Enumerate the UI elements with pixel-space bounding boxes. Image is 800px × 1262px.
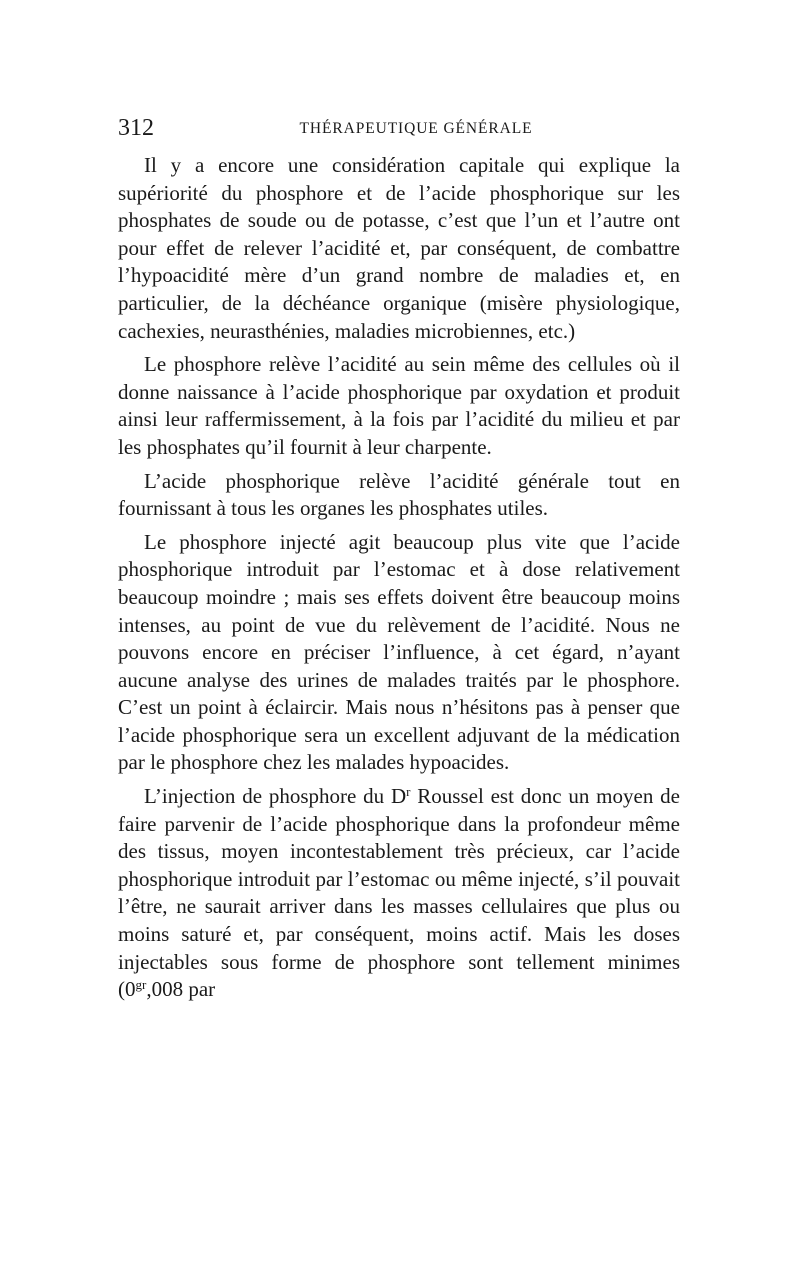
paragraph-5-start: L’injection de phosphore du D <box>144 784 407 809</box>
paragraph-1: Il y a encore une considération capitale qui explique la supériorité du phosphore et de l’acide phosphorique sur les phosphates de soude ou de potasse, c’est que l’un et l’autre ont pour effet de relever l’acidité et, par conséquent, de combattre l’hypoacidité mère d’un grand nombre de maladies et, en particulier, de la déchéance organique (misère physiologique, cachexies, neurasthénies, maladies microbiennes, etc.) <box>118 153 680 343</box>
running-title: THÉRAPEUTIQUE GÉNÉRALE <box>299 120 533 137</box>
paragraph-5-end: ,008 par <box>146 977 216 1002</box>
page-header <box>118 113 680 143</box>
paragraph-3: L’acide phosphorique relève l’acidité générale tout en fournissant à tous les organes les phosphates utiles. <box>118 468 680 521</box>
body-text <box>118 152 680 1004</box>
paragraph-4: Le phosphore injecté agit beaucoup plus vite que l’acide phosphorique introduit par l’estomac et à dose relativement beaucoup moindre ; mais ses effets doivent être beaucoup moins intenses, au point de vue du relèvement de l’acidité. Nous ne pouvons encore en préciser l’influence, à cet égard, n’ayant aucune analyse des urines de malades traités par le phosphore. C’est un point à éclaircir. Mais nous n’hésitons pas à penser que l’acide phosphorique sera un excellent adjuvant de la médication par le phosphore chez les malades hypoacides. <box>118 529 680 775</box>
doctor-superscript: r <box>406 784 411 800</box>
gram-superscript: gr <box>135 977 147 993</box>
paragraph-5-middle: Roussel est donc un moyen de faire parvenir de l’acide phosphorique dans la profondeur même des tissus, moyen incontestablement très précieux, car l’acide phosphorique introduit par l’estomac ou même injecté, s’il pouvait l’être, ne saurait arriver dans les masses cellulaires que plus ou moins saturé et, par conséquent, moins actif. Mais les doses injectables sous forme de phosphore sont tellement minimes (0 <box>118 784 680 1002</box>
paragraph-2: Le phosphore relève l’acidité au sein même des cellules où il donne naissance à l’acide phosphorique par oxydation et produit ainsi leur raffermissement, à la fois par l’acidité du milieu et par les phosphates qu’il fournit à leur charpente. <box>118 352 680 459</box>
paragraph-5 <box>118 783 680 1004</box>
page-number: 312 <box>118 115 154 141</box>
